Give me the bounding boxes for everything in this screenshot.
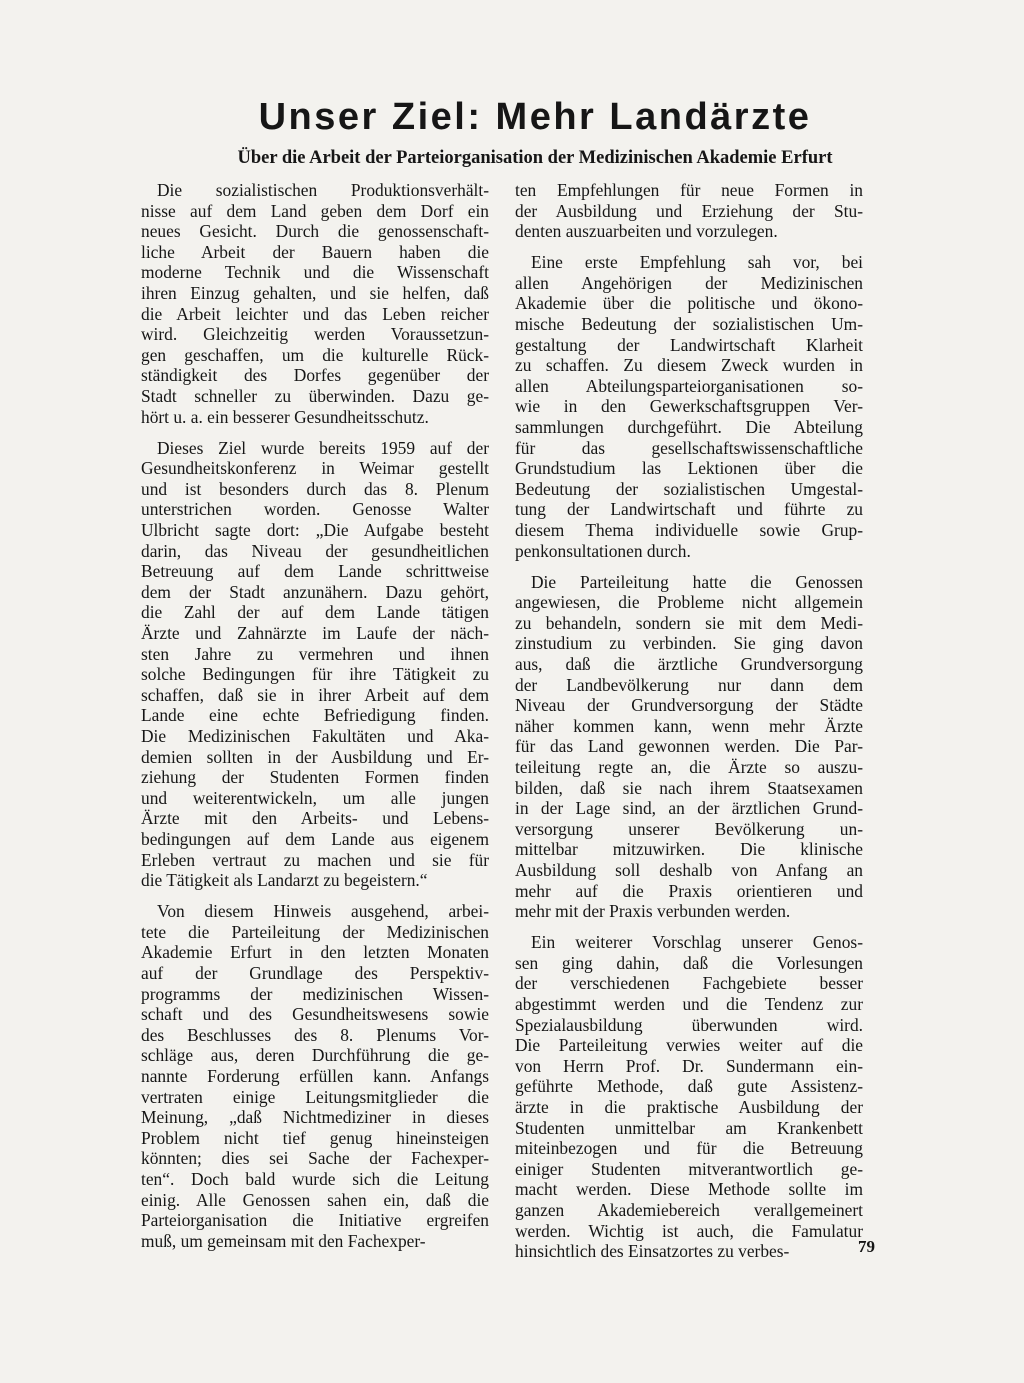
text-line: auf der Grundlage des Perspektiv- (141, 962, 489, 983)
text-line: sammlungen durchgeführt. Die Abteilung (515, 417, 863, 438)
text-line: angewiesen, die Probleme nicht allgemein (515, 592, 863, 613)
text-line: abgestimmt werden und die Tendenz zur (515, 994, 863, 1015)
text-line: ständigkeit des Dorfes gegenüber der (141, 365, 489, 386)
text-line: mische Bedeutung der sozialistischen Um- (515, 314, 863, 335)
paragraph (515, 252, 863, 561)
text-line: der verschiedenen Fachgebiete besser (515, 973, 863, 994)
text-line: könnten; dies sei Sache der Fachexper- (141, 1148, 489, 1169)
text-line: diesem Thema individuelle sowie Grup- (515, 520, 863, 540)
text-line: Problem nicht tief genug hineinsteigen (141, 1127, 489, 1148)
text-line: neues Gesicht. Durch die genossenschaft- (141, 221, 489, 242)
text-line: allen Abteilungsparteiorganisationen so- (515, 375, 863, 396)
text-line: sen ging dahin, daß die Vorlesungen (515, 952, 863, 973)
text-line: zu schaffen. Zu diesem Zweck wurden in (515, 355, 863, 376)
text-line: und weiterentwickeln, um alle jungen (141, 787, 489, 808)
text-line: schaft und des Gesundheitswesens sowie (141, 1004, 489, 1025)
text-line: Spezialausbildung überwunden wird. (515, 1014, 863, 1035)
text-line: Akademie Erfurt in den letzten Monaten (141, 942, 489, 963)
text-line: der Landbevölkerung nur dann dem (515, 674, 863, 695)
text-line: dem der Stadt anzunähern. Dazu gehört, (141, 581, 489, 602)
text-line: denten auszuarbeiten und vorzulegen. (515, 221, 778, 242)
text-line: schläge aus, deren Durchführung die ge- (141, 1045, 489, 1066)
text-line: ziehung der Studenten Formen finden (141, 767, 489, 788)
text-line: Stadt schneller zu überwinden. Dazu ge- (141, 385, 489, 406)
text-line: wie in den Gewerkschaftsgruppen Ver- (515, 396, 863, 417)
text-line: Die Medizinischen Fakultäten und Aka- (141, 725, 489, 746)
paragraph (141, 901, 489, 1251)
text-line: ten“. Doch bald wurde sich die Leitung (141, 1168, 489, 1189)
text-line: in der Lage sind, an der ärztlichen Grund- (515, 798, 863, 819)
paragraph (515, 572, 863, 922)
text-line: Niveau der Grundversorgung der Städte (515, 695, 863, 716)
text-line: macht werden. Diese Methode sollte im (515, 1179, 863, 1200)
text-line: einiger Studenten mitverantwortlich ge- (515, 1158, 863, 1179)
text-line: tung der Landwirtschaft und führte zu (515, 499, 863, 520)
text-line: Die Parteileitung hatte die Genossen (531, 571, 863, 592)
text-line: versorgung unserer Bevölkerung un- (515, 818, 863, 839)
paragraph (141, 180, 489, 427)
text-line: Von diesem Hinweis ausgehend, arbei- (157, 901, 489, 922)
text-line: moderne Technik und die Wissenschaft (141, 262, 489, 283)
text-line: Akademie über die politische und ökono- (515, 293, 863, 314)
text-line: für das Land gewonnen werden. Die Par- (515, 736, 863, 757)
text-line: Ärzte und Zahnärzte im Laufe der näch- (141, 622, 489, 643)
text-line: die Arbeit leichter und das Leben reicher (141, 303, 489, 324)
text-line: teileitung regte an, die Ärzte so auszu- (515, 757, 863, 778)
text-line: mehr auf die Praxis orientieren und (515, 880, 863, 901)
text-line: sten Jahre zu vermehren und ihnen (141, 643, 489, 664)
text-line: darin, das Niveau der gesundheitlichen (141, 540, 489, 561)
text-line: wird. Gleichzeitig werden Voraussetzun- (141, 324, 489, 345)
text-line: Die Parteileitung verwies weiter auf die (515, 1035, 863, 1056)
text-line: zinstudium zu verbinden. Sie ging davon (515, 633, 863, 654)
text-line: und ist besonders durch das 8. Plenum (141, 478, 489, 499)
text-line: Bedeutung der sozialistischen Umgestal- (515, 478, 863, 499)
text-line: bedingungen auf dem Lande aus eigenem (141, 828, 489, 849)
text-line: Eine erste Empfehlung sah vor, bei (531, 252, 863, 273)
text-line: tete die Parteileitung der Medizinischen (141, 921, 489, 942)
text-line: näher kommen kann, wenn mehr Ärzte (515, 715, 863, 736)
text-line: des Beschlusses des 8. Plenums Vor- (141, 1024, 489, 1045)
text-line: gen geschaffen, um die kulturelle Rück- (141, 344, 489, 365)
text-line: nisse auf dem Land geben dem Dorf ein (141, 200, 489, 221)
text-line: miteinbezogen und für die Betreuung (515, 1138, 863, 1159)
text-line: schaffen, daß sie in ihrer Arbeit auf dem (141, 684, 489, 705)
text-line: demien sollten in der Ausbildung und Er- (141, 746, 489, 767)
article-title: Unser Ziel: Mehr Landärzte (258, 96, 812, 138)
text-line: hört u. a. ein besserer Gesundheitsschutz. (141, 406, 429, 427)
text-line: Ausbildung soll deshalb von Anfang an (515, 860, 863, 880)
text-line: solche Bedingungen für ihre Tätigkeit zu (141, 664, 489, 685)
text-line: Lande eine echte Befriedigung finden. (141, 705, 489, 726)
text-line: Ein weiterer Vorschlag unserer Genos- (531, 932, 863, 953)
text-line: programms der medizinischen Wissen- (141, 983, 489, 1004)
text-column-right (515, 180, 863, 1272)
text-line: ten Empfehlungen für neue Formen in (515, 180, 863, 200)
text-line: der Ausbildung und Erziehung der Stu- (515, 200, 863, 221)
text-line: Gesundheitskonferenz in Weimar gestellt (141, 458, 489, 479)
text-line: vertraten einige Leitungsmitglieder die (141, 1086, 489, 1107)
paragraph (515, 180, 863, 242)
text-line: einig. Alle Genossen sahen ein, daß die (141, 1189, 489, 1210)
text-line: Ulbricht sagte dort: „Die Aufgabe besteht (141, 520, 489, 540)
text-line: ihren Einzug gehalten, und sie helfen, daß (141, 282, 489, 303)
text-line: allen Angehörigen der Medizinischen (515, 272, 863, 293)
text-line: für das gesellschaftswissenschaftliche (515, 437, 863, 458)
text-line: hinsichtlich des Einsatzortes zu verbes- (515, 1241, 790, 1262)
text-line: aus, daß die ärztliche Grundversorgung (515, 654, 863, 675)
text-line: mittelbar mitzuwirken. Die klinische (515, 839, 863, 860)
text-line: gestaltung der Landwirtschaft Klarheit (515, 334, 863, 355)
text-line: Erleben vertraut zu machen und sie für (141, 849, 489, 870)
text-line: von Herrn Prof. Dr. Sundermann ein- (515, 1055, 863, 1076)
text-line: ganzen Akademiebereich verallgemeinert (515, 1200, 863, 1220)
text-line: Parteiorganisation die Initiative ergreifen (141, 1210, 489, 1231)
article-subtitle: Über die Arbeit der Parteiorganisation der Medizinischen Akademie Erfurt (237, 148, 833, 168)
text-line: werden. Wichtig ist auch, die Famulatur (515, 1220, 863, 1241)
text-line: liche Arbeit der Bauern haben die (141, 241, 489, 262)
text-line: unterstrichen worden. Genosse Walter (141, 499, 489, 520)
text-line: nannte Forderung erfüllen kann. Anfangs (141, 1065, 489, 1086)
text-line: Die sozialistischen Produktionsverhält- (157, 180, 489, 200)
text-line: mehr mit der Praxis verbunden werden. (515, 901, 791, 922)
text-line: muß, um gemeinsam mit den Fachexper- (141, 1230, 426, 1251)
text-line: Ärzte mit den Arbeits- und Lebens- (141, 808, 489, 829)
text-line: Grundstudium las Lektionen über die (515, 458, 863, 479)
paragraph (515, 932, 863, 1262)
paragraph (141, 438, 489, 891)
text-column-left (141, 180, 489, 1262)
text-line: geführte Methode, daß gute Assistenz- (515, 1076, 863, 1097)
text-line: die Tätigkeit als Landarzt zu begeistern.“ (141, 870, 428, 891)
text-line: Meinung, „daß Nichtmediziner in dieses (141, 1107, 489, 1128)
text-line: Betreuung auf dem Lande schrittweise (141, 561, 489, 582)
text-line: penkonsultationen durch. (515, 540, 691, 561)
text-line: Dieses Ziel wurde bereits 1959 auf der (157, 437, 489, 458)
text-line: bilden, daß sie nach ihrem Staatsexamen (515, 777, 863, 798)
text-line: ärzte in die praktische Ausbildung der (515, 1097, 863, 1118)
page-number: 79 (858, 1237, 875, 1256)
text-line: Studenten unmittelbar am Krankenbett (515, 1117, 863, 1138)
text-line: die Zahl der auf dem Lande tätigen (141, 602, 489, 623)
text-line: zu behandeln, sondern sie mit dem Medi- (515, 612, 863, 633)
